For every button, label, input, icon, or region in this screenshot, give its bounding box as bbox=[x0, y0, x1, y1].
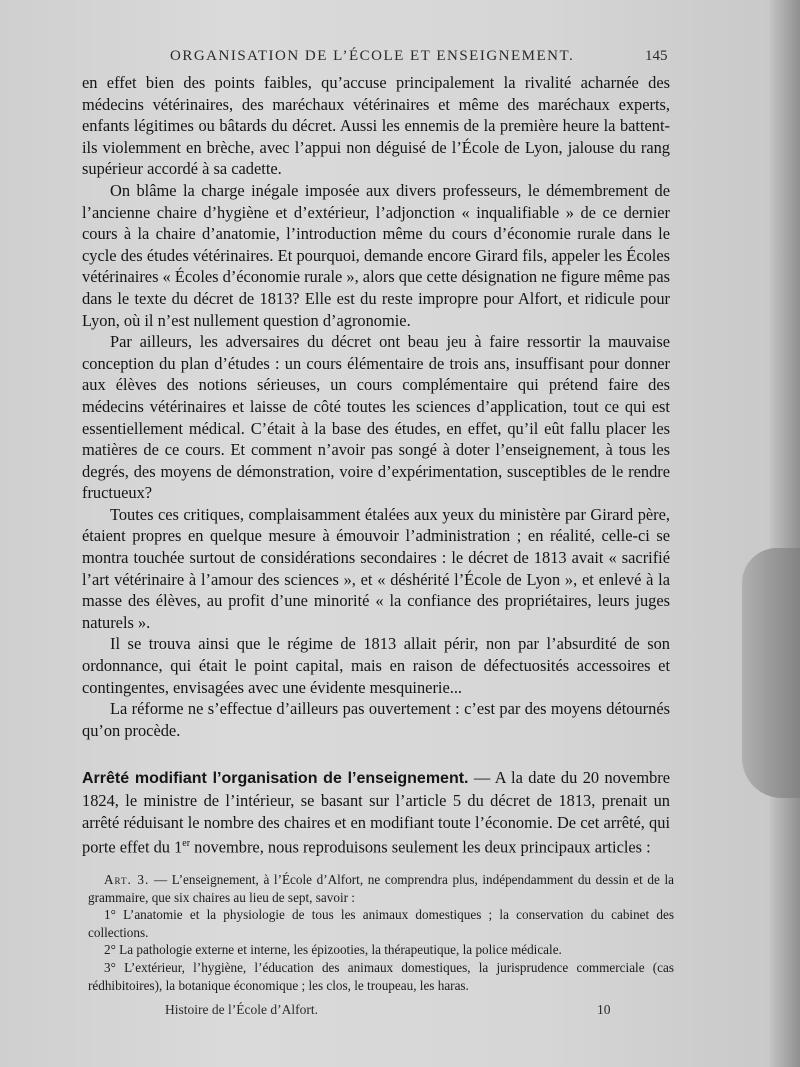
paragraph: en effet bien des points faibles, qu’accuse principalement la rivalité acharnée des médecins vétérinaires, des maréchaux vétérinaires et même des maréchaux experts, enfants légitimes ou bâtards du décret. Aussi les ennemis de la première heure la battent-ils violemment en brèche, avec l’appui non déguisé de l’École de Lyon, jalouse du rang supérieur accordé à sa cadette. bbox=[82, 73, 670, 179]
paragraph: Toutes ces critiques, complaisamment étalées aux yeux du ministère par Girard père, étaient propres en quelque mesure à émouvoir l’administration ; en réalité, celle-ci se montra touchée surtout de considérations secondaires : le décret de 1813 avait « sacrifié l’art vétérinaire à l’amour des sciences », et « déshérité l’École de Lyon », et enlevé à la masse des élèves, au profit d’une minorité « la confiance des propriétaires, leurs juges naturels ». bbox=[82, 504, 670, 632]
article-heading bbox=[88, 871, 674, 906]
page-number: 145 bbox=[645, 48, 668, 64]
holding-thumb bbox=[742, 548, 800, 798]
signature-mark: 10 bbox=[597, 1002, 611, 1017]
quoted-article bbox=[88, 871, 674, 994]
paragraph: Il se trouva ainsi que le régime de 1813 allait périr, non par l’absurdité de son ordonnance, qui était le point capital, mais en raison de défectuosités accessoires et contingentes, envisagées avec une évidente mesquinerie... bbox=[82, 634, 670, 697]
section-paragraph bbox=[82, 767, 670, 858]
paragraph: Par ailleurs, les adversaires du décret ont beau jeu à faire ressortir la mauvaise conception du plan d’études : un cours élémentaire de trois ans, insuffisant pour donner aux élèves des notions sérieuses, un cours complémentaire qui prétend faire des médecins vétérinaires et laisse de côté toutes les sciences d’application, tout ce qui est essentiellement médical. C’était à la base des études, en effet, qu’il eût fallu placer les matières de ce cours. Et comment n’avoir pas songé à doter l’enseignement, à tous les degrés, des moyens de démonstration, voire d’expérimentation, susceptibles de le rendre fructueux? bbox=[82, 332, 670, 503]
paragraph: La réforme ne s’effectue d’ailleurs pas ouvertement : c’est par des moyens détournés qu’on procède. bbox=[82, 699, 670, 740]
article-item: 3° L’extérieur, l’hygiène, l’éducation des animaux domestiques, la jurisprudence commerciale (cas rédhibitoires), la botanique économique ; les clos, le troupeau, les haras. bbox=[88, 959, 674, 993]
article-text: — L’enseignement, à l’École d’Alfort, ne comprendra plus, indépendamment du dessin et de la grammaire, que six chaires au lieu de sept, savoir : bbox=[88, 872, 675, 905]
superscript: er bbox=[182, 838, 191, 850]
paragraph: On blâme la charge inégale imposée aux divers professeurs, le démembrement de l’ancienne chaire d’hygiène et d’extérieur, l’adjonction « inqualifiable » de ce dernier cours à la chaire d’anatomie, l’introduction même du cours d’économie rurale dans le cycle des études vétérinaires. Et pourquoi, demande encore Girard fils, appeler les Écoles vétérinaires « Écoles d’économie rurale », alors que cette désignation ne figure même pas dans le texte du décret de 1813? Elle est du reste impropre pour Alfort, et ridicule pour Lyon, où il n’est nullement question d’agronomie. bbox=[82, 180, 671, 330]
article-item: 2° La pathologie externe et interne, les épizooties, la thérapeutique, la police médicale. bbox=[104, 942, 562, 958]
running-title: ORGANISATION DE L’ÉCOLE ET ENSEIGNEMENT. bbox=[170, 48, 575, 64]
main-text bbox=[82, 72, 670, 858]
book-title-footer: Histoire de l’École d’Alfort. bbox=[165, 1002, 318, 1017]
article-item: 1° L’anatomie et la physiologie de tous les animaux domestiques ; la conservation du cabinet des collections. bbox=[88, 907, 674, 940]
section-title: Arrêté modifiant l’organisation de l’enseignement. bbox=[82, 770, 469, 788]
section-text-end: novembre, nous reproduisons seulement les deux principaux articles : bbox=[190, 837, 651, 857]
article-label: Art. 3. bbox=[104, 872, 150, 887]
section-text: — A la date du 20 novembre 1824, le ministre de l’intérieur, se basant sur l’article 5 du décret de 1813, prenait un arrêté réduisant le nombre des chaires et en modifiant toute l’économie. De cet arrêté, qui porte effet du 1 bbox=[82, 768, 670, 857]
page-edge bbox=[770, 0, 800, 1067]
